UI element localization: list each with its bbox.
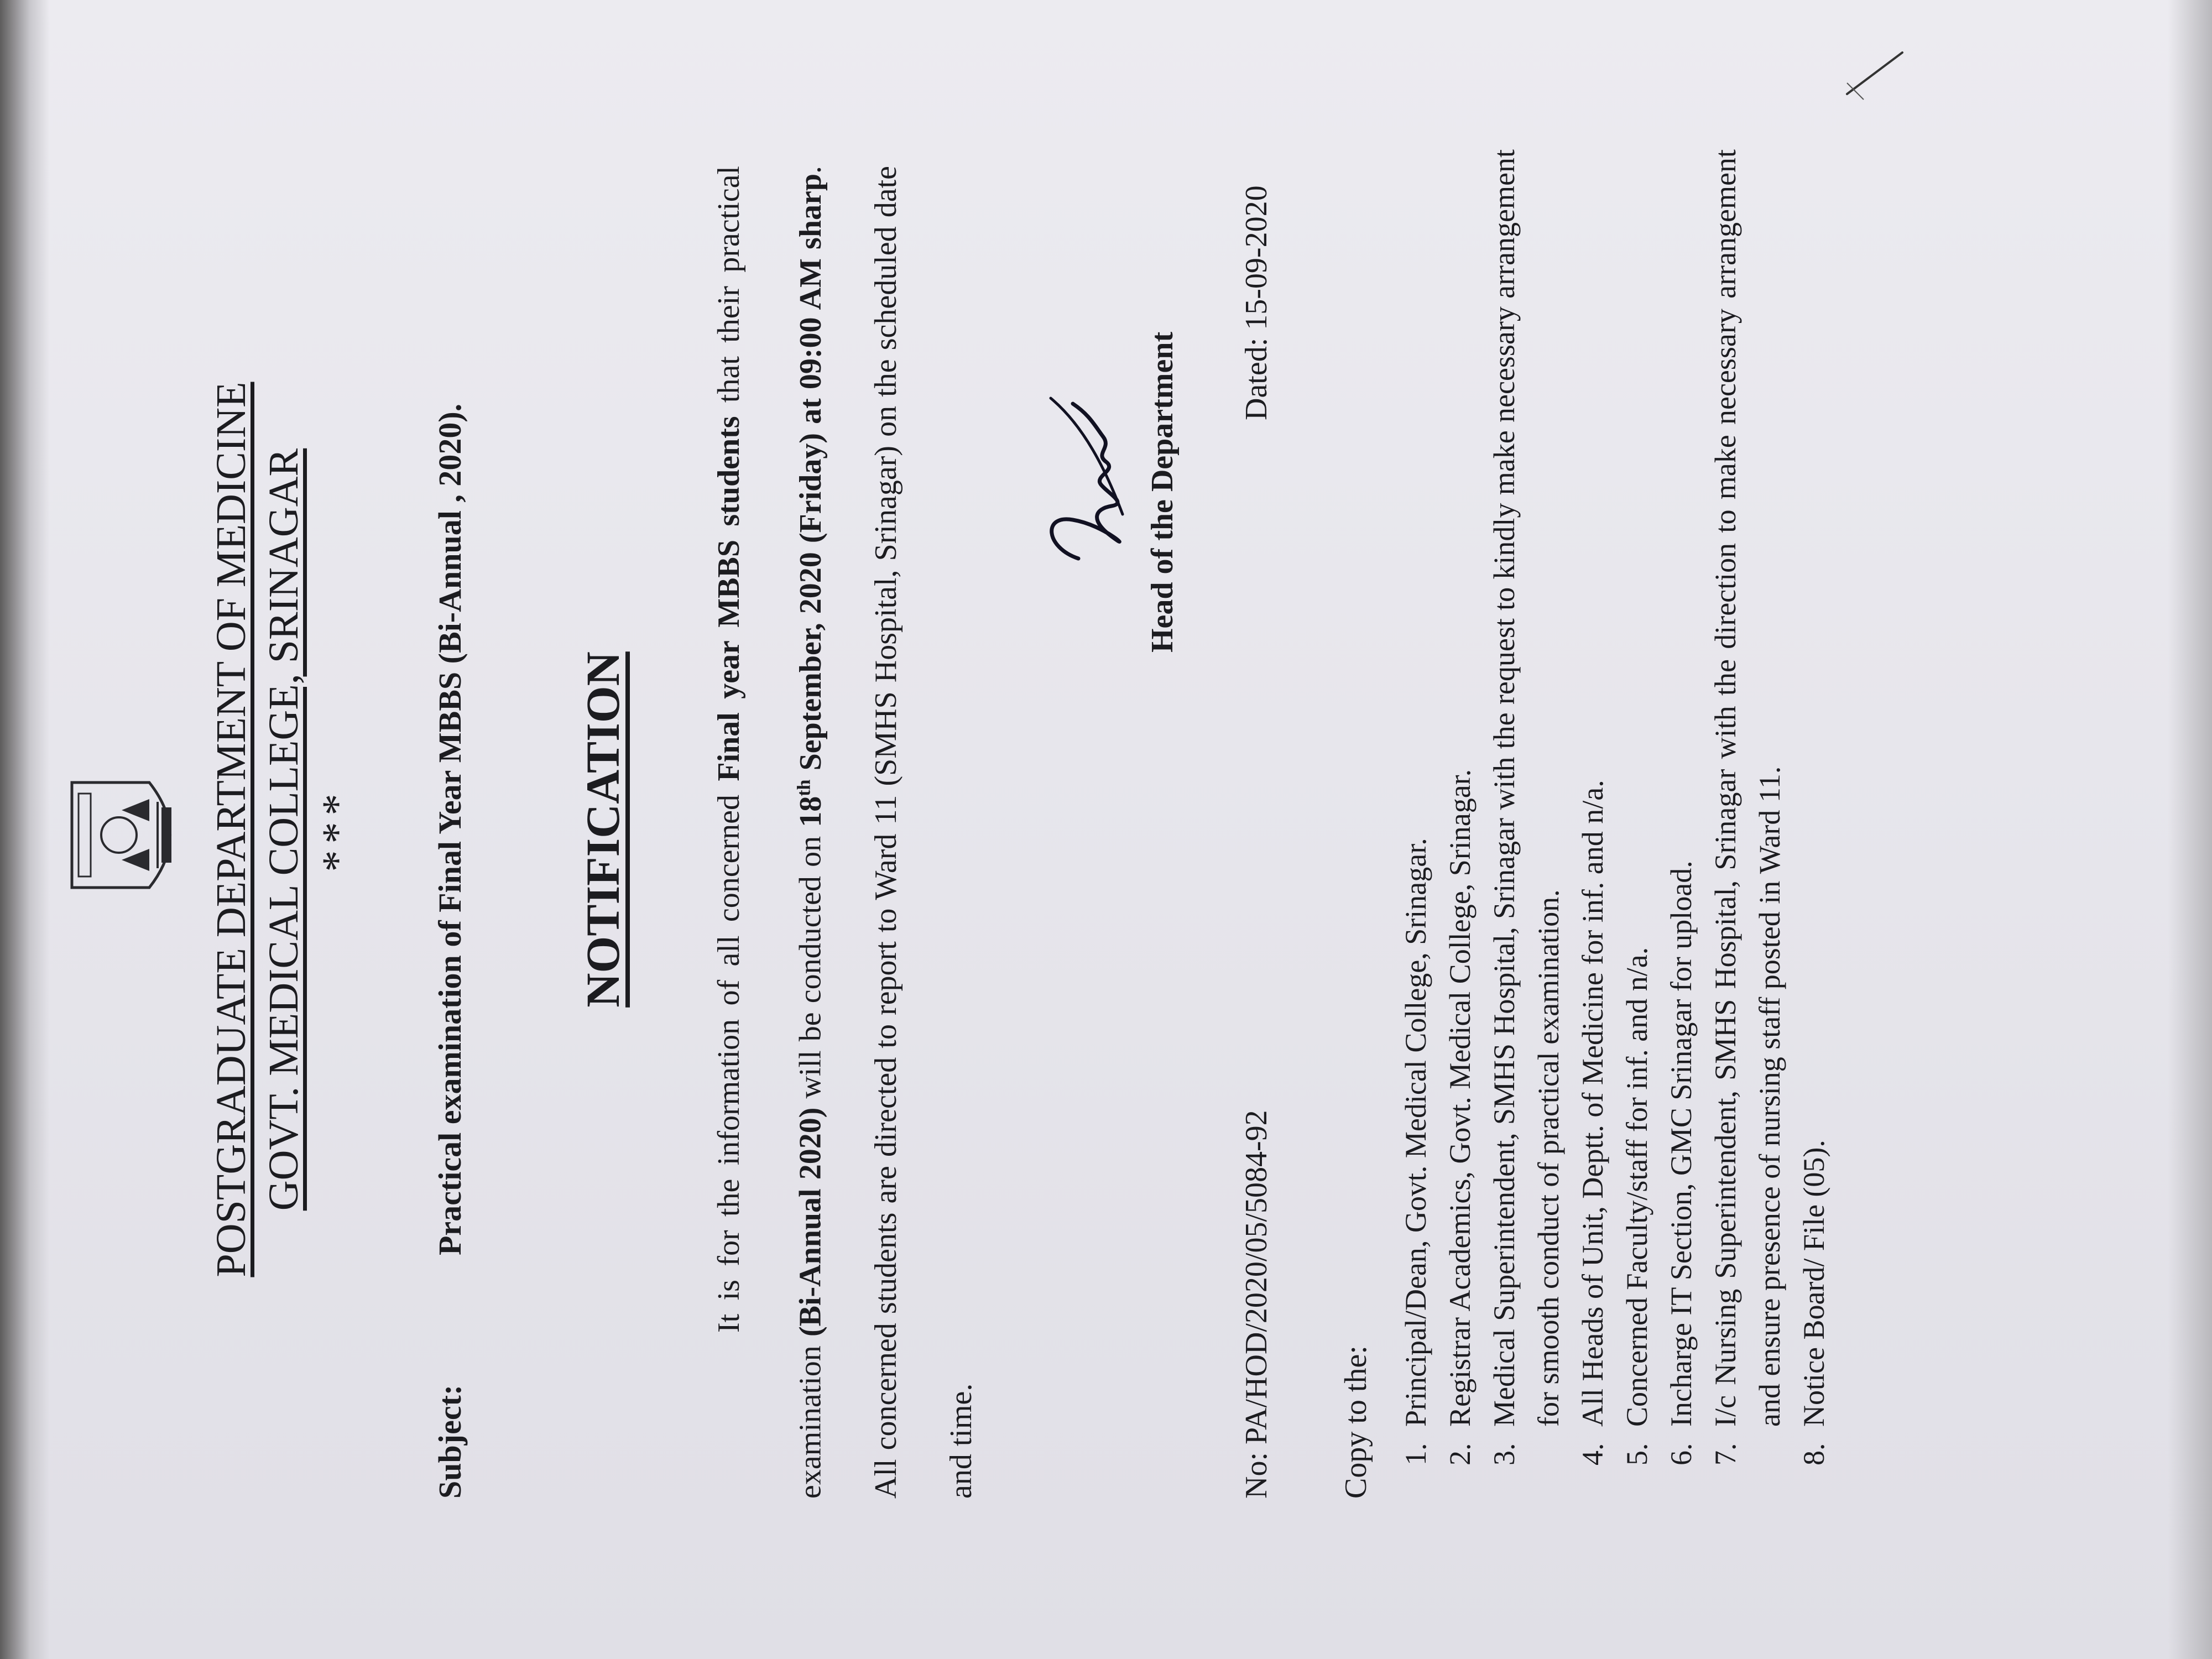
copy-to-item xyxy=(1703,149,1792,1465)
copy-item-number: 3. xyxy=(1488,1443,1521,1465)
header-stars: *** xyxy=(313,787,361,872)
reference-number: No: PA/HOD/2020/05/5084-92 xyxy=(1239,1110,1274,1499)
copy-item-text: Registrar Academics, Govt. Medical College, Srinagar. xyxy=(1443,769,1477,1427)
college-emblem-icon xyxy=(66,777,194,893)
copy-item-number: 2. xyxy=(1443,1443,1477,1465)
dated: Dated: 15-09-2020 xyxy=(1239,185,1274,420)
copy-item-number: 4. xyxy=(1576,1443,1609,1465)
copy-to-item xyxy=(1394,149,1438,1465)
copy-item-text: All Heads of Unit, Deptt. of Medicine for inf. and n/a. xyxy=(1576,780,1609,1427)
copy-item-number: 1. xyxy=(1399,1443,1432,1465)
copy-item-number: 5. xyxy=(1620,1443,1653,1465)
copy-to-list xyxy=(1394,149,1836,1465)
copy-item-text: Principal/Dean, Govt. Medical College, Srinagar. xyxy=(1399,838,1432,1427)
department-title: POSTGRADUATE DEPARTMENT OF MEDICINE xyxy=(208,382,254,1277)
signatory-title: Head of the Department xyxy=(1145,331,1180,653)
copy-item-text: Medical Superintendent, SMHS Hospital, Srinagar with the request to kindly make necessary arrangement for smooth conduct of practical examination. xyxy=(1488,149,1565,1427)
copy-to-heading: Copy to the: xyxy=(1339,1345,1373,1499)
body-bold-students: Final year MBBS students xyxy=(712,416,746,781)
body-bold-biannual: (Bi-Annual 2020) xyxy=(793,1107,828,1337)
copy-item-text: Notice Board/ File (05). xyxy=(1797,1140,1830,1427)
subject-text: Practical examination of Final Year MBBS (Bi-Annual , 2020). xyxy=(432,403,468,1255)
college-title: GOVT. MEDICAL COLLEGE, SRINAGAR xyxy=(260,448,307,1211)
copy-to-item xyxy=(1792,149,1836,1465)
copy-item-number: 8. xyxy=(1797,1443,1830,1465)
pen-scribble xyxy=(1836,39,1913,105)
copy-to-item xyxy=(1659,149,1703,1465)
copy-item-number: 6. xyxy=(1665,1443,1698,1465)
body-bold-date: 18th September, 2020 (Friday) at 09:00 AM sharp xyxy=(793,174,828,827)
copy-to-item xyxy=(1615,149,1659,1465)
copy-item-text: I/c Nursing Superintendent, SMHS Hospital, Srinagar with the direction to make necessary arrangement and ensure presence of nursing staff posted in Ward 11. xyxy=(1709,149,1786,1427)
handwritten-signature xyxy=(1040,393,1150,581)
copy-to-item xyxy=(1571,149,1615,1465)
body-paragraph: It is for the information of all concerned Final year MBBS students that their practical examination (Bi-Annual 2020) will be conducted on 18th September, 2020 (Friday) at 09:00 AM sharp. All concerned students are directed to report to Ward 11 (SMHS Hospital, Srinagar) on the scheduled date and time. xyxy=(712,166,978,1499)
copy-to-item xyxy=(1482,149,1571,1465)
copy-item-text: Concerned Faculty/staff for inf. and n/a. xyxy=(1620,947,1653,1427)
notification-title: NOTIFICATION xyxy=(576,651,629,1008)
copy-item-number: 7. xyxy=(1709,1443,1742,1465)
copy-item-text: Incharge IT Section, GMC Srinagar for upload. xyxy=(1665,860,1698,1427)
copy-to-item xyxy=(1438,149,1482,1465)
subject-label: Subject: xyxy=(432,1384,468,1499)
notification-body xyxy=(691,166,999,1499)
